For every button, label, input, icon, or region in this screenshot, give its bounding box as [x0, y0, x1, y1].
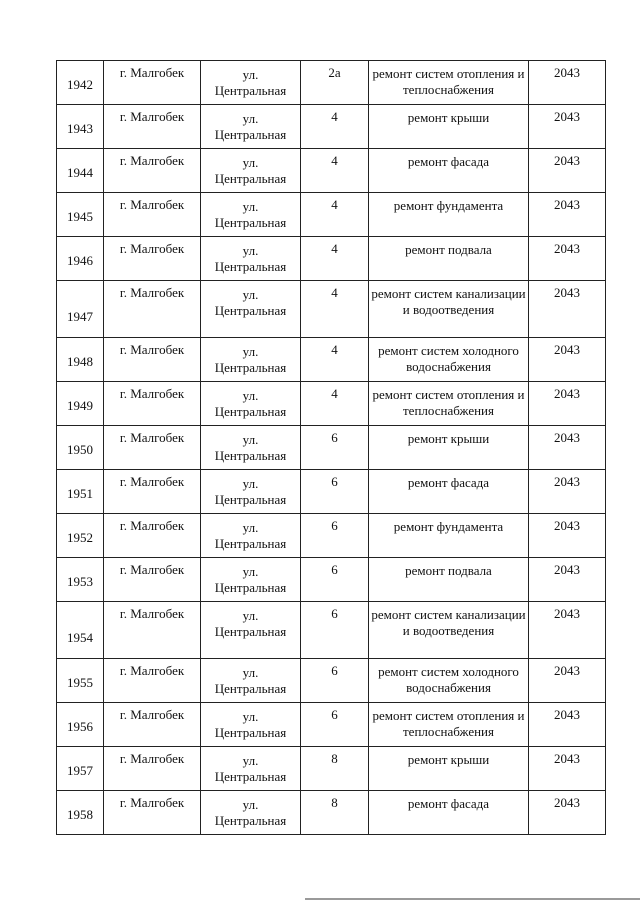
- work-type-cell-text: ремонт крыши: [407, 431, 490, 446]
- row-number-text: 1946: [67, 252, 93, 268]
- work-type-cell: [369, 338, 529, 382]
- street-cell: [201, 338, 301, 382]
- city-cell: [104, 426, 201, 470]
- street-cell-text: ул. Центральная: [214, 476, 287, 507]
- work-type-cell: [369, 791, 529, 835]
- city-cell: [104, 747, 201, 791]
- row-number-text: 1955: [67, 674, 93, 690]
- work-type-cell: [369, 382, 529, 426]
- house-number-cell: [301, 382, 369, 426]
- work-type-cell-text: ремонт подвала: [405, 563, 492, 578]
- table-row: [57, 338, 606, 382]
- year-cell: [529, 61, 606, 105]
- row-number: [57, 382, 104, 426]
- house-number-cell-text: 4: [331, 386, 338, 401]
- street-cell: [201, 281, 301, 338]
- work-type-cell-text: ремонт фасада: [407, 154, 490, 169]
- table-row: [57, 193, 606, 237]
- city-cell: [104, 61, 201, 105]
- table-row: [57, 703, 606, 747]
- row-number-text: 1944: [67, 164, 93, 180]
- street-cell: [201, 61, 301, 105]
- table-row: [57, 237, 606, 281]
- row-number-text: 1947: [67, 309, 93, 324]
- house-number-cell-text: 4: [331, 285, 338, 300]
- city-cell-text: г. Малгобек: [119, 153, 185, 168]
- work-type-cell: [369, 602, 529, 659]
- year-cell-text: 2043: [554, 663, 580, 678]
- house-number-cell: [301, 791, 369, 835]
- year-cell: [529, 105, 606, 149]
- city-cell: [104, 237, 201, 281]
- table-body: [57, 61, 606, 835]
- row-number: [57, 105, 104, 149]
- year-cell-text: 2043: [554, 109, 580, 124]
- table-row: [57, 426, 606, 470]
- work-type-cell-text: ремонт систем канализации и водоотведения: [371, 286, 526, 317]
- street-cell: [201, 602, 301, 659]
- work-type-cell-text: ремонт фасада: [407, 796, 490, 811]
- city-cell-text: г. Малгобек: [119, 285, 185, 300]
- street-cell: [201, 382, 301, 426]
- row-number-text: 1956: [67, 718, 93, 734]
- house-number-cell-text: 2а: [328, 65, 341, 80]
- work-type-cell-text: ремонт фундамента: [393, 198, 504, 213]
- work-type-cell-text: ремонт систем отопления и теплоснабжения: [372, 66, 525, 97]
- work-type-cell: [369, 703, 529, 747]
- house-number-cell-text: 4: [331, 197, 338, 212]
- year-cell: [529, 791, 606, 835]
- city-cell-text: г. Малгобек: [119, 474, 185, 489]
- house-number-cell: [301, 514, 369, 558]
- house-number-cell: [301, 602, 369, 659]
- work-type-cell: [369, 193, 529, 237]
- city-cell: [104, 382, 201, 426]
- house-number-cell: [301, 338, 369, 382]
- row-number-text: 1951: [67, 485, 93, 501]
- year-cell-text: 2043: [554, 707, 580, 722]
- work-type-cell: [369, 558, 529, 602]
- table-row: [57, 791, 606, 835]
- row-number: [57, 602, 104, 659]
- work-type-cell-text: ремонт подвала: [405, 242, 492, 257]
- street-cell: [201, 659, 301, 703]
- city-cell-text: г. Малгобек: [119, 197, 185, 212]
- year-cell: [529, 602, 606, 659]
- city-cell-text: г. Малгобек: [119, 109, 185, 124]
- row-number: [57, 703, 104, 747]
- work-type-cell-text: ремонт фасада: [407, 475, 490, 490]
- table-row: [57, 382, 606, 426]
- work-type-cell: [369, 281, 529, 338]
- work-type-cell: [369, 149, 529, 193]
- street-cell-text: ул. Центральная: [214, 344, 287, 375]
- street-cell-text: ул. Центральная: [214, 753, 287, 784]
- year-cell: [529, 426, 606, 470]
- city-cell: [104, 338, 201, 382]
- row-number-text: 1953: [67, 573, 93, 589]
- street-cell-text: ул. Центральная: [214, 520, 287, 551]
- house-number-cell: [301, 193, 369, 237]
- street-cell-text: ул. Центральная: [214, 243, 287, 274]
- work-type-cell-text: ремонт систем холодного водоснабжения: [378, 343, 519, 374]
- city-cell-text: г. Малгобек: [119, 606, 185, 621]
- house-number-cell-text: 6: [331, 518, 338, 533]
- city-cell: [104, 791, 201, 835]
- city-cell-text: г. Малгобек: [119, 518, 185, 533]
- table-row: [57, 281, 606, 338]
- work-type-cell: [369, 659, 529, 703]
- street-cell-text: ул. Центральная: [214, 797, 287, 828]
- city-cell: [104, 193, 201, 237]
- house-number-cell: [301, 105, 369, 149]
- repair-schedule-table: [56, 60, 606, 835]
- work-type-cell-text: ремонт систем отопления и теплоснабжения: [372, 708, 525, 739]
- work-type-cell: [369, 237, 529, 281]
- house-number-cell: [301, 426, 369, 470]
- table-row: [57, 602, 606, 659]
- year-cell-text: 2043: [554, 285, 580, 300]
- year-cell: [529, 703, 606, 747]
- row-number: [57, 514, 104, 558]
- city-cell: [104, 659, 201, 703]
- city-cell-text: г. Малгобек: [119, 751, 185, 766]
- house-number-cell-text: 6: [331, 707, 338, 722]
- street-cell: [201, 558, 301, 602]
- house-number-cell-text: 6: [331, 663, 338, 678]
- row-number: [57, 558, 104, 602]
- year-cell-text: 2043: [554, 65, 580, 80]
- street-cell: [201, 149, 301, 193]
- street-cell: [201, 470, 301, 514]
- table-row: [57, 470, 606, 514]
- work-type-cell-text: ремонт систем холодного водоснабжения: [378, 664, 519, 695]
- street-cell: [201, 747, 301, 791]
- street-cell-text: ул. Центральная: [214, 67, 287, 98]
- year-cell-text: 2043: [554, 342, 580, 357]
- row-number-text: 1952: [67, 529, 93, 545]
- year-cell: [529, 237, 606, 281]
- city-cell: [104, 558, 201, 602]
- year-cell-text: 2043: [554, 430, 580, 445]
- year-cell-text: 2043: [554, 795, 580, 810]
- row-number: [57, 237, 104, 281]
- house-number-cell-text: 4: [331, 342, 338, 357]
- year-cell-text: 2043: [554, 386, 580, 401]
- work-type-cell: [369, 61, 529, 105]
- year-cell-text: 2043: [554, 474, 580, 489]
- city-cell-text: г. Малгобек: [119, 707, 185, 722]
- year-cell: [529, 281, 606, 338]
- street-cell: [201, 514, 301, 558]
- row-number: [57, 747, 104, 791]
- house-number-cell-text: 8: [331, 795, 338, 810]
- street-cell-text: ул. Центральная: [214, 111, 287, 142]
- work-type-cell-text: ремонт фундамента: [393, 519, 504, 534]
- street-cell-text: ул. Центральная: [214, 199, 287, 230]
- house-number-cell: [301, 149, 369, 193]
- city-cell-text: г. Малгобек: [119, 386, 185, 401]
- city-cell: [104, 105, 201, 149]
- work-type-cell-text: ремонт крыши: [407, 752, 490, 767]
- work-type-cell-text: ремонт крыши: [407, 110, 490, 125]
- row-number: [57, 659, 104, 703]
- row-number-text: 1945: [67, 208, 93, 224]
- city-cell-text: г. Малгобек: [119, 795, 185, 810]
- street-cell-text: ул. Центральная: [214, 155, 287, 186]
- table-row: [57, 514, 606, 558]
- street-cell-text: ул. Центральная: [214, 709, 287, 740]
- work-type-cell: [369, 470, 529, 514]
- row-number-text: 1958: [67, 806, 93, 822]
- table-row: [57, 747, 606, 791]
- year-cell: [529, 514, 606, 558]
- work-type-cell-text: ремонт систем канализации и водоотведения: [371, 607, 526, 638]
- house-number-cell: [301, 747, 369, 791]
- house-number-cell-text: 6: [331, 474, 338, 489]
- work-type-cell: [369, 426, 529, 470]
- table-row: [57, 105, 606, 149]
- row-number: [57, 193, 104, 237]
- row-number: [57, 470, 104, 514]
- year-cell: [529, 558, 606, 602]
- house-number-cell: [301, 61, 369, 105]
- house-number-cell: [301, 470, 369, 514]
- year-cell-text: 2043: [554, 751, 580, 766]
- work-type-cell: [369, 747, 529, 791]
- year-cell: [529, 193, 606, 237]
- house-number-cell: [301, 703, 369, 747]
- street-cell: [201, 105, 301, 149]
- footer-rule: [305, 898, 640, 900]
- row-number: [57, 338, 104, 382]
- work-type-cell-text: ремонт систем отопления и теплоснабжения: [372, 387, 525, 418]
- year-cell: [529, 149, 606, 193]
- house-number-cell: [301, 659, 369, 703]
- year-cell: [529, 747, 606, 791]
- work-type-cell: [369, 514, 529, 558]
- house-number-cell: [301, 237, 369, 281]
- row-number: [57, 426, 104, 470]
- street-cell-text: ул. Центральная: [214, 388, 287, 419]
- year-cell: [529, 470, 606, 514]
- table-row: [57, 149, 606, 193]
- city-cell-text: г. Малгобек: [119, 342, 185, 357]
- city-cell: [104, 281, 201, 338]
- street-cell-text: ул. Центральная: [214, 608, 287, 639]
- house-number-cell: [301, 281, 369, 338]
- street-cell: [201, 193, 301, 237]
- row-number-text: 1950: [67, 441, 93, 457]
- row-number: [57, 281, 104, 338]
- year-cell-text: 2043: [554, 197, 580, 212]
- row-number: [57, 149, 104, 193]
- table-row: [57, 558, 606, 602]
- city-cell: [104, 149, 201, 193]
- row-number-text: 1954: [67, 630, 93, 645]
- city-cell-text: г. Малгобек: [119, 562, 185, 577]
- street-cell: [201, 237, 301, 281]
- city-cell: [104, 514, 201, 558]
- row-number-text: 1942: [67, 76, 93, 92]
- row-number-text: 1949: [67, 397, 93, 413]
- row-number: [57, 791, 104, 835]
- house-number-cell-text: 6: [331, 430, 338, 445]
- city-cell-text: г. Малгобек: [119, 663, 185, 678]
- year-cell: [529, 338, 606, 382]
- city-cell-text: г. Малгобек: [119, 430, 185, 445]
- row-number-text: 1943: [67, 120, 93, 136]
- year-cell-text: 2043: [554, 241, 580, 256]
- house-number-cell-text: 4: [331, 241, 338, 256]
- house-number-cell-text: 4: [331, 153, 338, 168]
- street-cell-text: ул. Центральная: [214, 564, 287, 595]
- house-number-cell-text: 6: [331, 562, 338, 577]
- street-cell: [201, 791, 301, 835]
- city-cell-text: г. Малгобек: [119, 65, 185, 80]
- year-cell: [529, 659, 606, 703]
- table-row: [57, 61, 606, 105]
- year-cell-text: 2043: [554, 606, 580, 621]
- year-cell-text: 2043: [554, 153, 580, 168]
- city-cell: [104, 703, 201, 747]
- work-type-cell: [369, 105, 529, 149]
- house-number-cell-text: 6: [331, 606, 338, 621]
- row-number: [57, 61, 104, 105]
- street-cell-text: ул. Центральная: [214, 287, 287, 318]
- street-cell-text: ул. Центральная: [214, 432, 287, 463]
- row-number-text: 1957: [67, 762, 93, 778]
- street-cell: [201, 426, 301, 470]
- street-cell: [201, 703, 301, 747]
- row-number-text: 1948: [67, 353, 93, 369]
- city-cell-text: г. Малгобек: [119, 241, 185, 256]
- year-cell-text: 2043: [554, 518, 580, 533]
- year-cell-text: 2043: [554, 562, 580, 577]
- street-cell-text: ул. Центральная: [214, 665, 287, 696]
- table-row: [57, 659, 606, 703]
- house-number-cell: [301, 558, 369, 602]
- house-number-cell-text: 8: [331, 751, 338, 766]
- house-number-cell-text: 4: [331, 109, 338, 124]
- city-cell: [104, 470, 201, 514]
- city-cell: [104, 602, 201, 659]
- year-cell: [529, 382, 606, 426]
